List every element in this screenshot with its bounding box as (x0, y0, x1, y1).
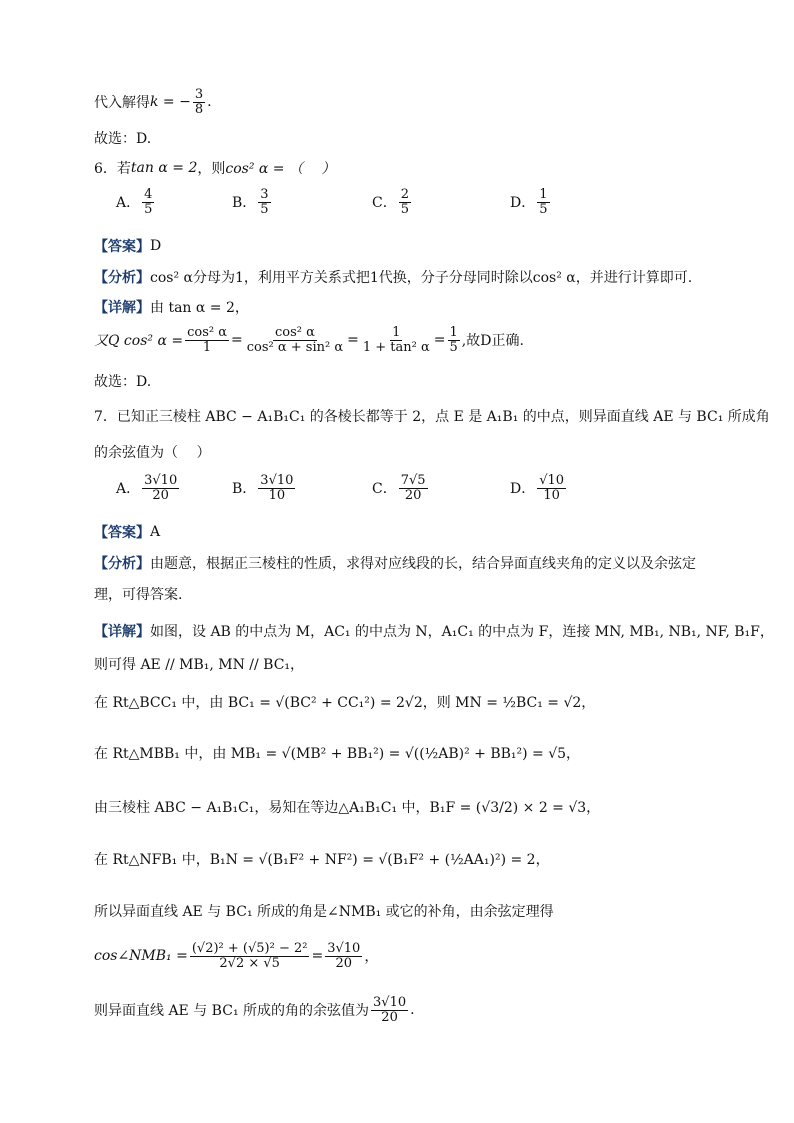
q7-stem-2: 的余弦值为（ ） (94, 445, 211, 461)
q7-detail-2: 则可得 AE // MB₁, MN // BC₁， (94, 657, 305, 673)
prev-substitute-line: 代入解得 k = − $\frac{3}{8}$ . (94, 87, 212, 117)
q7-option-a: A． $\frac{3√10}{20}$ (116, 473, 178, 503)
q7-conclusion: 则异面直线 AE 与 BC₁ 所成的角的余弦值为 $\frac{3√10}{20}$ . (94, 995, 415, 1025)
q7-analysis-1: 【分析】 由题意，根据正三棱柱的性质，求得对应线段的长，结合异面直线夹角的定义以及余弦定 (94, 556, 696, 572)
q7-detail-8: cos∠NMB₁ = $\frac{\text{(√2)² + (√5)² − 2²}}{2√2 \times √5}$ = $\frac{3√10}{20}$ ， (94, 941, 379, 971)
q7-answer: 【答案】 A (94, 524, 161, 541)
q6-detail-1: 【详解】 由 tan α = 2， (94, 300, 249, 316)
q7-detail-7: 所以异面直线 AE 与 BC₁ 所成的角是∠NMB₁ 或它的补角，由余弦定理得 (94, 904, 554, 920)
q7-detail-1: 【详解】 如图，设 AB 的中点为 M，AC₁ 的中点为 N，A₁C₁ 的中点为 F，连接 MN, MB₁, NB₁, NF, B₁F， (94, 624, 774, 640)
q7-option-c: C． $\frac{7√5}{20}$ (372, 473, 426, 503)
q6-option-a: A． $\frac{4}{5}$ (116, 187, 153, 217)
q7-option-b: B． $\frac{3√10}{10}$ (232, 473, 294, 503)
q6-analysis: 【分析】 cos² α分母为1，利用平方关系式把1代换，分子分母同时除以cos² α，并进行计算即可. (94, 270, 693, 286)
prev-select-line: 故选：D. (94, 131, 152, 147)
q6-stem: 6．若 tan α = 2 ，则 cos² α = （ ） (94, 160, 336, 177)
k-fraction: $\frac{3}{8}$ (194, 87, 204, 117)
q7-detail-6: 在 Rt△NFB₁ 中，B₁N = √(B₁F² + NF²) = √(B₁F² + (½AA₁)²) = 2， (94, 852, 550, 868)
q6-detail-2: 又Q cos² α = $\frac{\text{cos² α}}{1}$ = $\frac{\text{cos² α}}{\text{cos² α + sin² α}}$ = $\frac{1}{\text{1 + tan² α}}$ = $\frac{1}{5}$ ,故D正确. (94, 325, 524, 355)
q6-option-d: D． $\frac{1}{5}$ (510, 187, 548, 217)
q7-stem-1: 7．已知正三棱柱 ABC − A₁B₁C₁ 的各棱长都等于 2，点 E 是 A₁B₁ 的中点，则异面直线 AE 与 BC₁ 所成角 (94, 409, 770, 425)
q6-option-b: B． $\frac{3}{5}$ (232, 187, 269, 217)
q6-option-c: C． $\frac{2}{5}$ (372, 187, 409, 217)
q7-analysis-2: 理，可得答案. (94, 587, 183, 603)
q7-option-d: D． $\frac{√10}{10}$ (510, 473, 565, 503)
q6-answer: 【答案】 D (94, 238, 162, 255)
q6-select-line: 故选：D. (94, 374, 152, 390)
q7-detail-4: 在 Rt△MBB₁ 中，由 MB₁ = √(MB² + BB₁²) = √((½AB)² + BB₁²) = √5， (94, 746, 581, 762)
q7-detail-3: 在 Rt△BCC₁ 中，由 BC₁ = √(BC² + CC₁²) = 2√2，则 MN = ½BC₁ = √2， (94, 695, 596, 711)
q7-detail-5: 由三棱柱 ABC − A₁B₁C₁，易知在等边△A₁B₁C₁ 中，B₁F = (√3/2) × 2 = √3， (94, 800, 601, 816)
